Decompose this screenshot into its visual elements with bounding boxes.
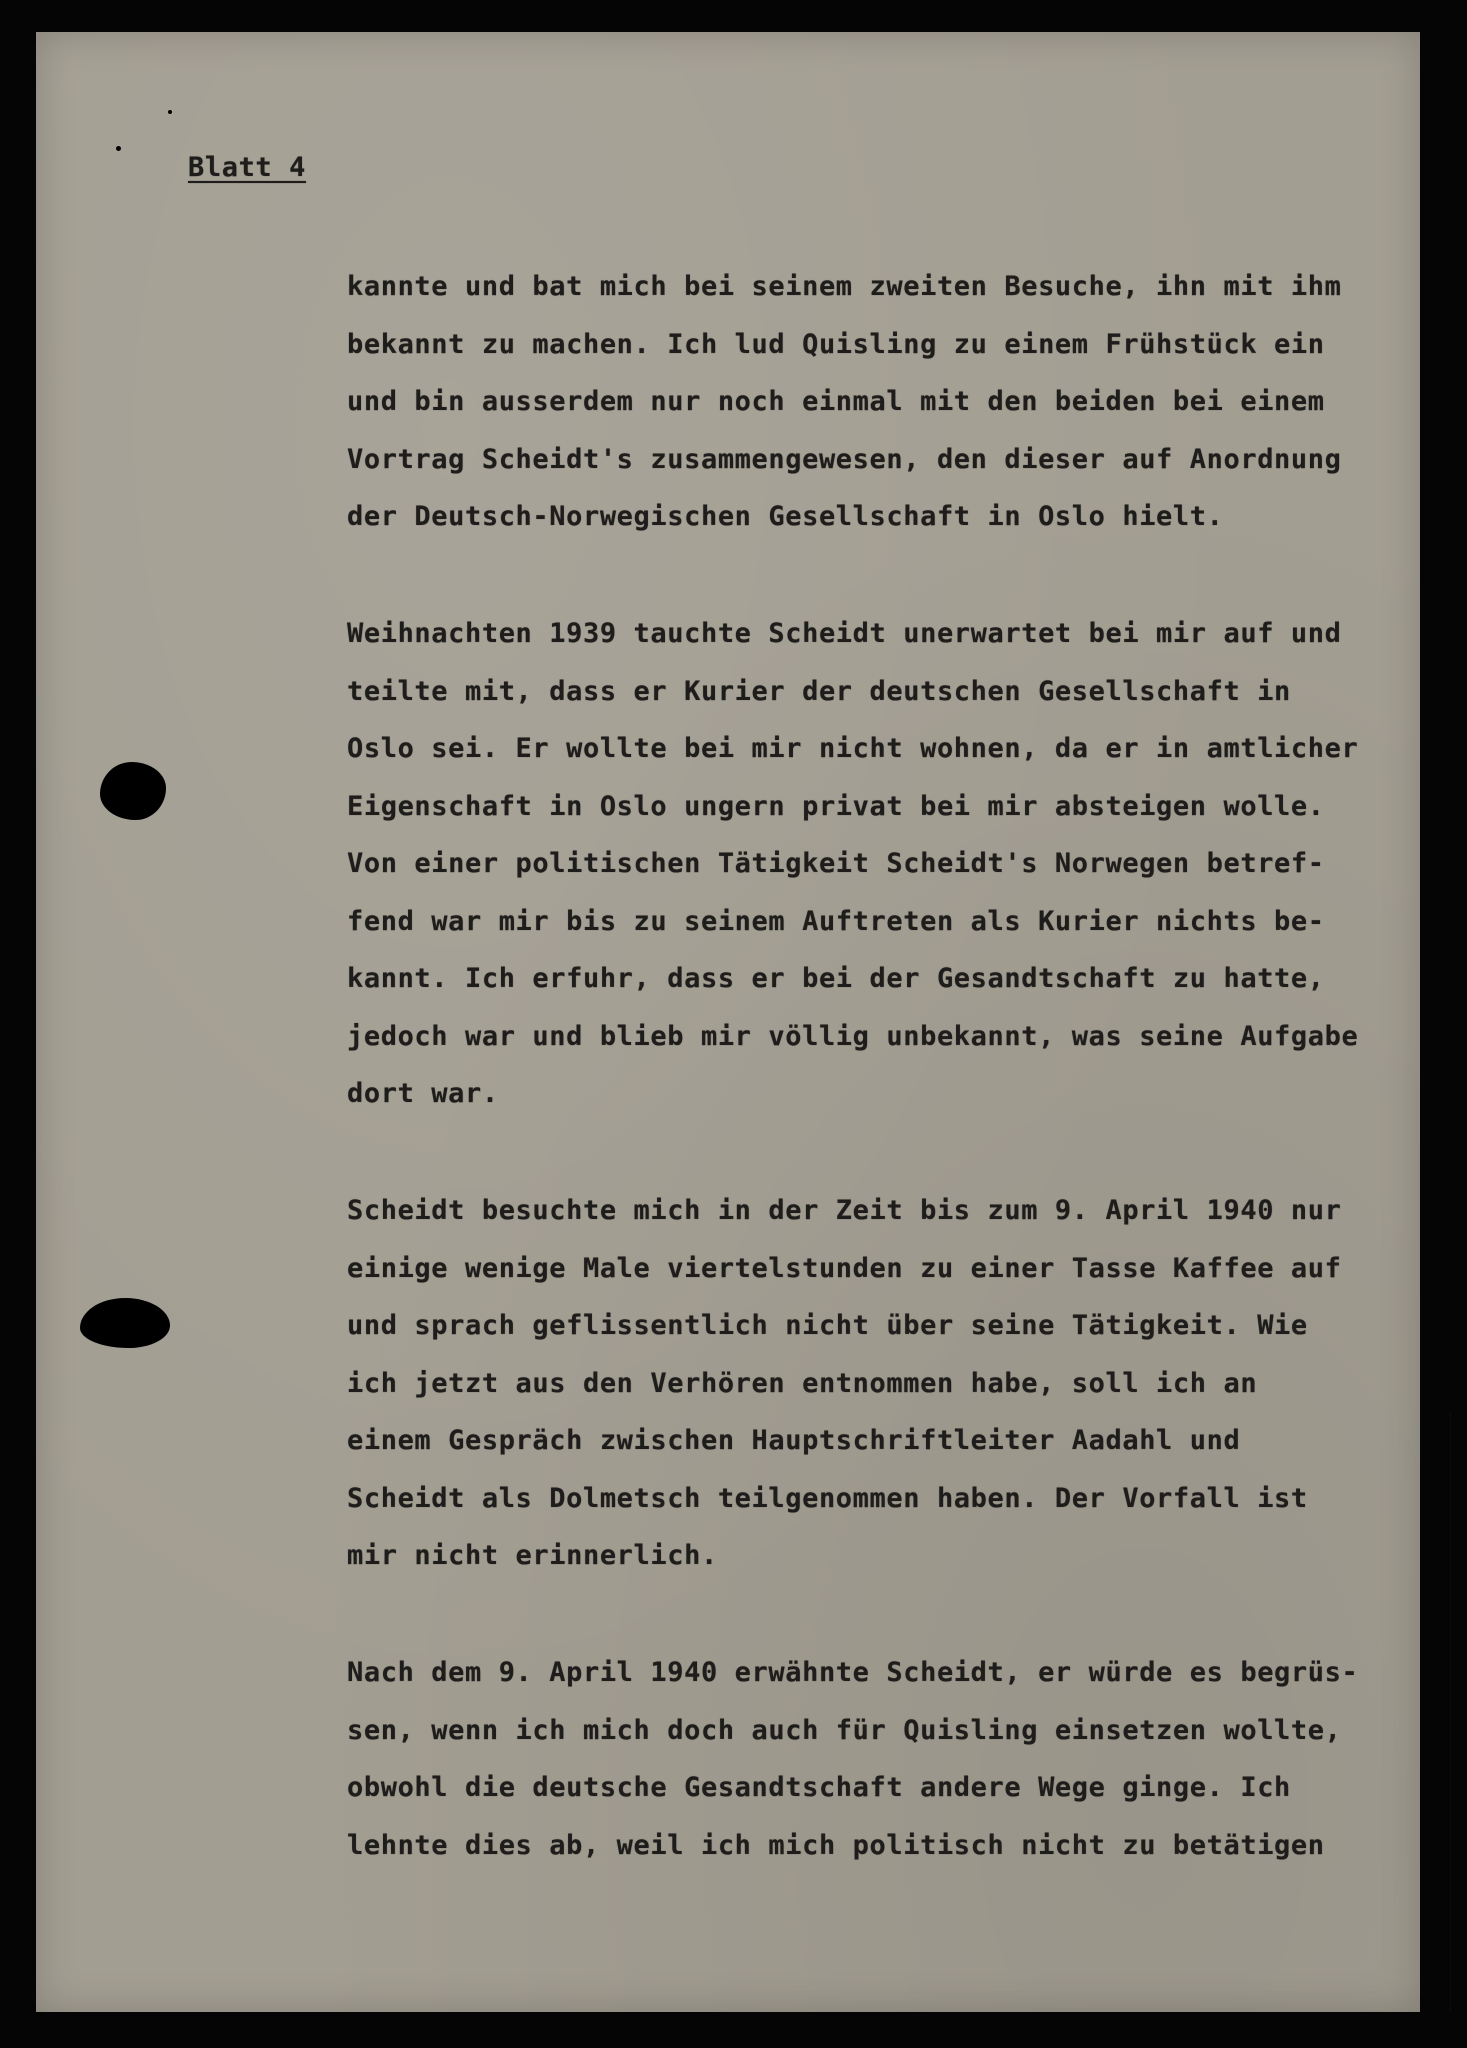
paragraph-4 xyxy=(347,1644,1407,1874)
text-line: einem Gespräch zwischen Hauptschriftleiter Aadahl und xyxy=(347,1425,1241,1456)
text-line: einige wenige Male viertelstunden zu einer Tasse Kaffee auf xyxy=(347,1252,1342,1284)
text-line: und bin ausserdem nur noch einmal mit den beiden bei einem xyxy=(347,386,1325,417)
text-line: jedoch war und blieb mir völlig unbekannt, was seine Aufgabe xyxy=(347,1020,1359,1052)
sheet-label: Blatt 4 xyxy=(188,152,306,183)
text-line: Nach dem 9. April 1940 erwähnte Scheidt, er würde es begrüs- xyxy=(347,1657,1359,1688)
text-line: fend war mir bis zu seinem Auftreten als Kurier nichts be- xyxy=(347,905,1325,937)
text-line: und sprach geflissentlich nicht über seine Tätigkeit. Wie xyxy=(347,1310,1308,1341)
text-line: Von einer politischen Tätigkeit Scheidt's Norwegen betref- xyxy=(347,848,1325,879)
text-line: Oslo sei. Er wollte bei mir nicht wohnen, da er in amtlicher xyxy=(347,733,1359,764)
ink-speck xyxy=(168,110,172,114)
punch-hole xyxy=(80,1298,170,1348)
text-line: Vortrag Scheidt's zusammengewesen, den dieser auf Anordnung xyxy=(347,443,1342,475)
text-line: sen, wenn ich mich doch auch für Quisling einsetzen wollte, xyxy=(347,1714,1342,1746)
text-line: kannt. Ich erfuhr, dass er bei der Gesandtschaft zu hatte, xyxy=(347,963,1325,994)
text-line: der Deutsch-Norwegischen Gesellschaft in Oslo hielt. xyxy=(347,501,1224,532)
text-line: dort war. xyxy=(347,1078,499,1109)
text-line: bekannt zu machen. Ich lud Quisling zu einem Frühstück ein xyxy=(347,328,1325,360)
punch-hole xyxy=(100,762,166,820)
text-line: ich jetzt aus den Verhören entnommen habe, soll ich an xyxy=(347,1367,1258,1399)
text-line: teilte mit, dass er Kurier der deutschen Gesellschaft in xyxy=(347,675,1291,707)
paragraph-3 xyxy=(347,1182,1407,1585)
text-line: mir nicht erinnerlich. xyxy=(347,1540,718,1571)
text-line: Scheidt besuchte mich in der Zeit bis zum 9. April 1940 nur xyxy=(347,1195,1342,1226)
paragraph-1 xyxy=(347,258,1407,546)
text-line: Scheidt als Dolmetsch teilgenommen haben. Der Vorfall ist xyxy=(347,1482,1308,1514)
text-line: Weihnachten 1939 tauchte Scheidt unerwartet bei mir auf und xyxy=(347,618,1342,649)
text-line: lehnte dies ab, weil ich mich politisch nicht zu betätigen xyxy=(347,1829,1325,1861)
text-line: obwohl die deutsche Gesandtschaft andere Wege ginge. Ich xyxy=(347,1772,1291,1803)
ink-speck xyxy=(116,146,121,151)
paper-crease xyxy=(1450,1412,1451,2012)
paragraph-2 xyxy=(347,605,1407,1123)
text-line: Eigenschaft in Oslo ungern privat bei mir absteigen wolle. xyxy=(347,790,1325,822)
text-line: kannte und bat mich bei seinem zweiten Besuche, ihn mit ihm xyxy=(347,271,1342,302)
